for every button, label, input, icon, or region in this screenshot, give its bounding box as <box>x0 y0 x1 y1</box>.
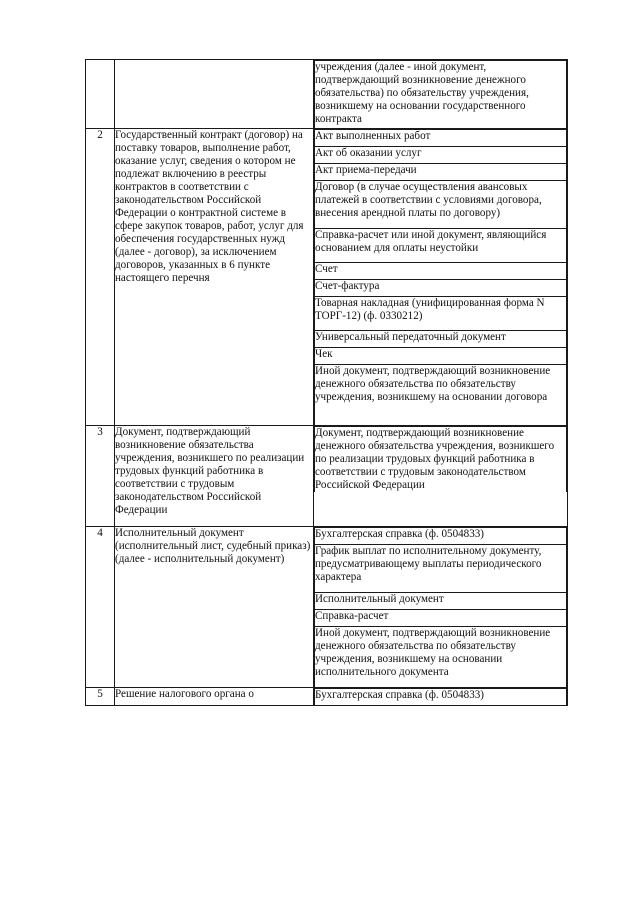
table-row <box>86 129 568 426</box>
row-description: Решение налогового органа о <box>115 688 254 700</box>
row-description-cell <box>115 60 314 129</box>
table-row <box>86 527 568 688</box>
row-number-cell <box>86 527 115 688</box>
document-item <box>315 348 567 365</box>
document-item <box>315 331 567 348</box>
document-item <box>315 280 567 297</box>
row-description: Документ, подтверждающий возникновение обязательства учреждения, возникшего по реализации трудовых функций работника в соответствии с трудовым законодательством Российской Федерации <box>115 426 305 516</box>
row-documents-cell <box>314 688 568 706</box>
document-item <box>315 229 567 263</box>
documents-list <box>314 426 567 492</box>
table-row <box>86 688 568 706</box>
document-item <box>315 263 567 280</box>
row-number-cell <box>86 426 115 527</box>
document-item <box>315 147 567 164</box>
document-item <box>315 365 567 426</box>
document-item <box>315 689 567 706</box>
document-item <box>315 593 567 610</box>
row-description-cell <box>115 688 314 706</box>
document-text: Исполнительный документ <box>315 593 444 605</box>
row-documents-cell <box>314 527 568 688</box>
document-text: Договор (в случае осуществления авансовых платежей в соответствии с условиями договора, внесения арендной платы по договору) <box>315 181 542 219</box>
document-item <box>315 297 567 331</box>
row-description-cell <box>115 426 314 527</box>
row-description: Исполнительный документ (исполнительный лист, судебный приказ) (далее - исполнительный документ) <box>115 527 311 565</box>
row-description-cell <box>115 527 314 688</box>
row-number: 2 <box>97 129 103 141</box>
document-text: Справка-расчет или иной документ, являющийся основанием для оплаты неустойки <box>315 229 547 254</box>
row-number: 3 <box>97 426 103 438</box>
document-text: График выплат по исполнительному документу, предусматривающему выплаты периодического характера <box>315 545 542 583</box>
row-number-cell <box>86 60 115 129</box>
table-row <box>86 426 568 527</box>
document-text: Чек <box>315 348 333 360</box>
document-item <box>315 61 567 129</box>
document-text: Документ, подтверждающий возникновение денежного обязательства учреждения, возникшего по реализации трудовых функций работника в соответствии с трудовым законодательством Российской Федерации <box>315 427 555 491</box>
documents-list <box>314 527 567 687</box>
document-text: Бухгалтерская справка (ф. 0504833) <box>315 689 485 701</box>
document-text: Счет-фактура <box>315 280 380 292</box>
document-item <box>315 130 567 147</box>
row-number-cell <box>86 688 115 706</box>
document-item <box>315 627 567 688</box>
row-description-cell <box>115 129 314 426</box>
document-text: Товарная накладная (унифицированная форма N ТОРГ-12) (ф. 0330212) <box>315 297 545 322</box>
documents-list <box>314 60 567 128</box>
document-item <box>315 427 567 493</box>
document-text: Иной документ, подтверждающий возникновение денежного обязательства по обязательству учреждения, возникшему на основании исполнительного документа <box>315 627 551 678</box>
document-text: Акт об оказании услуг <box>315 147 422 159</box>
document-text: Иной документ, подтверждающий возникновение денежного обязательства по обязательству учреждения, возникшему на основании договора <box>315 365 551 403</box>
document-text: Бухгалтерская справка (ф. 0504833) <box>315 528 485 540</box>
row-documents-cell <box>314 129 568 426</box>
document-text: Акт выполненных работ <box>315 130 431 142</box>
document-item <box>315 181 567 229</box>
table-row <box>86 60 568 129</box>
document-item <box>315 164 567 181</box>
document-item <box>315 528 567 545</box>
row-number: 4 <box>97 527 103 539</box>
row-documents-cell <box>314 60 568 129</box>
row-number-cell <box>86 129 115 426</box>
document-text: учреждения (далее - иной документ, подтверждающий возникновение денежного обязательства) по обязательству учреждения, возникшему на основании государственного контракта <box>315 61 529 125</box>
document-text: Справка-расчет <box>315 610 389 622</box>
documents-list <box>314 688 567 705</box>
row-description: Государственный контракт (договор) на поставку товаров, выполнение работ, оказание услуг, сведения о котором не подлежат включению в реестры контрактов в соответствии с законодательством Российской Федерации о контрактной системе в сфере закупок товаров, работ, услуг для обеспечения государственных нужд (далее - договор), за исключением договоров, указанных в 6 пункте настоящего перечня <box>115 129 304 284</box>
documents-list <box>314 129 567 425</box>
document-item <box>315 610 567 627</box>
documents-table <box>85 59 568 706</box>
document-text: Акт приема-передачи <box>315 164 417 176</box>
document-text: Счет <box>315 263 338 275</box>
document-item <box>315 545 567 593</box>
row-documents-cell <box>314 426 568 527</box>
document-text: Универсальный передаточный документ <box>315 331 506 343</box>
row-number: 5 <box>97 688 103 700</box>
